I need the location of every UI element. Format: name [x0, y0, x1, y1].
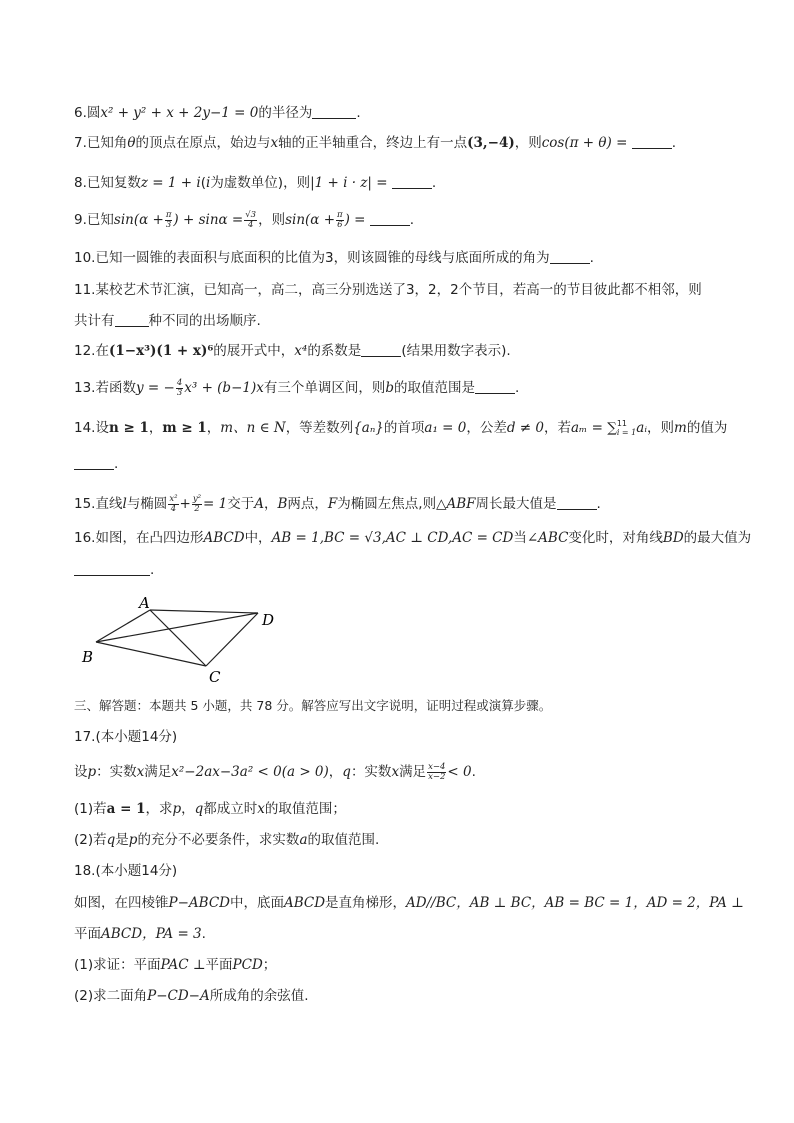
q7-answer-blank[interactable]	[632, 134, 672, 149]
edge-bc	[96, 642, 206, 666]
question-17-part-2: (2)若q是p的充分不必要条件，求实数a的取值范围.	[74, 832, 380, 848]
q8-answer-blank[interactable]	[392, 174, 432, 189]
question-17-title: 17.(本小题14分)	[74, 729, 178, 745]
question-15: 15.直线l与椭圆 $\frac{\text{x²}}{4}$ + $\frac{\text{y²}}{2}$ = 1交于A，B两点，F为椭圆左焦点,则△ABF周长最大值是 .	[74, 493, 601, 514]
q12-answer-blank[interactable]	[361, 342, 401, 357]
question-18-part-1: (1)求证：平面PAC ⊥平面PCD；	[74, 957, 277, 973]
label-d: D	[262, 611, 275, 629]
question-14-cont: .	[74, 454, 118, 474]
q11-answer-blank[interactable]	[115, 312, 149, 327]
question-6: 6.圆x² + y² + x + 2y−1 = 0的半径为 .	[74, 105, 361, 121]
q13-answer-blank[interactable]	[475, 379, 515, 394]
question-10: 10.已知一圆锥的表面积与底面积的比值为3，则该圆锥的母线与底面所成的角为 .	[74, 250, 594, 266]
section-3-heading: 三、解答题：本题共 5 小题，共 78 分。解答应写出文字说明，证明过程或演算步骤。	[74, 698, 552, 713]
question-11-cont: 共计有 种不同的出场顺序.	[74, 313, 261, 329]
q15-answer-blank[interactable]	[557, 495, 597, 510]
question-17-part-1: (1)若a = 1，求p，q都成立时x的取值范围；	[74, 801, 346, 817]
diagonal-ac	[150, 610, 206, 666]
question-11: 11.某校艺术节汇演，已知高一，高二，高三分别选送了3，2，2个节目，若高一的节目彼此都不相邻，则	[74, 282, 702, 298]
question-16: 16.如图，在凸四边形ABCD中，AB = 1,BC = √3,AC ⊥ CD,AC = CD当∠ABC变化时，对角线BD的最大值为	[74, 530, 752, 546]
question-18-stem-cont: 平面ABCD，PA = 3.	[74, 926, 206, 942]
label-b: B	[82, 648, 94, 666]
quadrilateral-figure	[74, 590, 294, 690]
question-18-part-2: (2)求二面角P−CD−A所成角的余弦值.	[74, 988, 309, 1004]
label-a: A	[139, 594, 150, 612]
question-14: 14.设n ≥ 1，m ≥ 1，m、n ∈ N，等差数列{aₙ}的首项a₁ = 0，公差d ≠ 0，若aₘ = ∑ 11 i = 1 aᵢ，则m的值为	[74, 419, 728, 437]
q8-expression: |1 + i · z| =	[310, 175, 388, 191]
q6-equation: x² + y² + x + 2y−1 = 0	[100, 105, 259, 121]
question-9: 9.已知sin(α + $\frac{\pi}{3}$ ) + sinα = $\frac{√3}{4}$ ，则sin(α + $\frac{\pi}{6}$ ) = .	[74, 209, 415, 230]
question-18-title: 18.(本小题14分)	[74, 863, 178, 879]
q9-answer-blank[interactable]	[370, 211, 410, 226]
q10-answer-blank[interactable]	[550, 249, 590, 264]
question-12: 12.在(1−x³)(1 + x)⁶的展开式中，x⁴的系数是 (结果用数字表示).	[74, 343, 511, 359]
q7-expression: cos(π + θ) =	[541, 135, 628, 151]
question-7: 7.已知角θ的顶点在原点，始边与x轴的正半轴重合，终边上有一点(3,−4)，则cos(π + θ) = .	[74, 135, 676, 151]
question-18-stem: 如图，在四棱锥P−ABCD中，底面ABCD是直角梯形，AD//BC，AB ⊥ BC，AB = BC = 1，AD = 2，PA ⊥	[74, 895, 744, 911]
question-17-stem: 设p：实数x满足x²−2ax−3a² < 0(a > 0)，q：实数x满足 $\frac{x-4}{x-2}$ < 0.	[74, 761, 476, 782]
question-16-cont: .	[74, 560, 154, 580]
question-13: 13.若函数y = − $\frac{4}{3}$ x³ + (b−1)x有三个单调区间，则b的取值范围是 .	[74, 377, 520, 398]
label-c: C	[209, 668, 221, 686]
q16-answer-blank[interactable]	[74, 561, 150, 576]
q14-answer-blank[interactable]	[74, 455, 114, 470]
q6-answer-blank[interactable]	[312, 104, 356, 119]
q6-number: 6.	[74, 105, 87, 121]
edge-ad	[150, 610, 258, 613]
question-8: 8.已知复数z = 1 + i(i为虚数单位)，则|1 + i · z| = .	[74, 175, 437, 191]
